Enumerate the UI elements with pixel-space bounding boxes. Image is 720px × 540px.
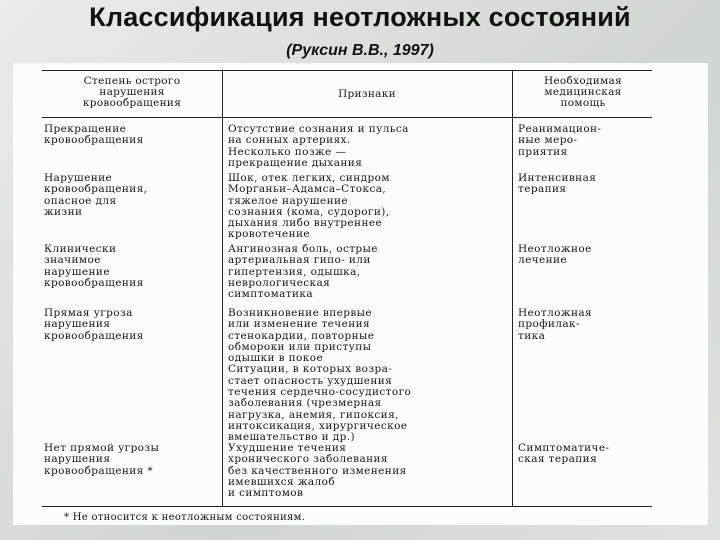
header-signs: Признаки [338,88,396,100]
table-bottom-border [42,506,652,507]
column-divider-1 [222,70,223,506]
row-2-degree: Нарушение кровообращения, опасное для жизни [44,172,148,218]
row-4-signs: Возникновение впервые или изменение течения стенокардии, повторные обмороки или приступы одышки в покое Ситуации, в которых возра- стает опасность ухудшения течения сердечно-сосудистого заболевания (чрезмерная нагрузка, анемия, гипоксия, интоксикация, хирургическое вмешательство и др.) [228,307,412,444]
row-1-signs: Отсутствие сознания и пульса на сонных артериях. Несколько позже — прекращение дыхания [228,123,409,169]
classification-table [42,68,652,523]
row-3-degree: Клинически значимое нарушение кровообращения [44,243,144,289]
row-1-degree: Прекращение кровообращения [44,123,144,147]
row-4-help: Неотложная профилак- тика [518,307,593,342]
row-3-help: Неотложное лечение [518,243,592,267]
row-5-help: Симптоматиче- ская терапия [518,442,610,466]
header-divider [42,117,652,118]
header-help: Необходимая медицинская помощь [543,75,623,109]
footnote: * Не относится к неотложным состояниям. [64,512,306,523]
row-4-degree: Прямая угроза нарушения кровообращения [44,307,144,342]
table-top-border [42,70,652,71]
header-degree: Степень острого нарушения кровообращения [82,75,182,109]
row-5-degree: Нет прямой угрозы нарушения кровообращения * [44,442,160,477]
slide-subtitle: (Руксин В.В., 1997) [286,42,434,59]
slide-title: Классификация неотложных состояний [89,2,631,32]
column-divider-2 [512,70,513,506]
row-1-help: Реанимацион- ные меро- приятия [518,123,602,158]
row-2-signs: Шок, отек легких, синдром Морганьи–Адамса–Стокса, тяжелое нарушение сознания (кома, судороги), дыхания либо внутреннее кровотечение [228,172,390,241]
row-5-signs: Ухудшение течения хронического заболевания без качественного изменения имевшихся жалоб и симптомов [228,442,407,500]
row-3-signs: Ангинозная боль, острые артериальная гипо- или гипертензия, одышка, неврологическая симптоматика [228,243,378,301]
row-2-help: Интенсивная терапия [518,172,597,196]
